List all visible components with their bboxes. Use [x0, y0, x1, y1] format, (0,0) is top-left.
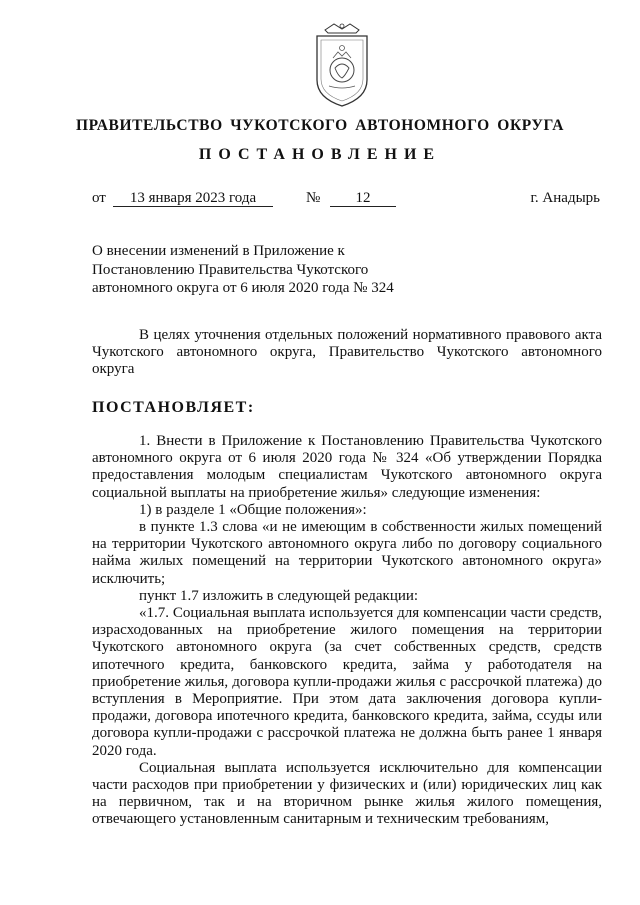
document-type-heading: ПОСТАНОВЛЕНИЕ — [198, 146, 442, 163]
organization-title: ПРАВИТЕЛЬСТВО ЧУКОТСКОГО АВТОНОМНОГО ОКРУГА — [75, 117, 565, 134]
body-paragraph: Социальная выплата используется исключительно для компенсации части расходов при приобретении у физических и (или) юридических лиц как на первичном, так и на вторичном рынке жилья жилого помещения, отвечающего установленным санитарным и техническим требованиям, — [92, 759, 602, 828]
date-prefix-label: от — [92, 190, 106, 206]
body-paragraph: 1. Внести в Приложение к Постановлению Правительства Чукотского автономного округа от 6 июля 2020 года № 324 «Об утверждении Порядка предоставления молодым специалистам Чукотского автономного округа социальной выплаты на приобретение жилья» следующие изменения: — [92, 433, 602, 501]
place-of-issue: г. Анадырь — [530, 190, 600, 206]
document-number: 12 — [330, 190, 396, 207]
resolves-heading: ПОСТАНОВЛЯЕТ: — [92, 399, 255, 416]
subject-line: автономного округа от 6 июля 2020 года № 324 — [92, 280, 394, 297]
document-subject — [92, 242, 400, 298]
body-paragraph: «1.7. Социальная выплата используется для компенсации части средств, израсходованных на приобретение жилого помещения на территории Чукотского автономного округа (за счет собственных средств, средств ипотечного кредита, банковского кредита, займа у работодателя на приобретение жилья, договора купли-продажи жилья с рассрочкой платежа) до вступления в Мероприятие. При этом дата заключения договора купли-продажи, договора ипотечного кредита, банковского кредита, займа, ссуды или договора купли-продажи с рассрочкой платежа не должна быть ранее 1 января 2020 года. — [92, 605, 602, 759]
body-paragraph: 1) в разделе 1 «Общие положения»: — [139, 501, 367, 518]
subject-line: О внесении изменений в Приложение к — [92, 243, 345, 259]
body-paragraph: в пункте 1.3 слова «и не имеющим в собственности жилых помещений на территории Чукотского автономного округа либо по договору социального найма жилых помещений на территории Чукотского автономного округа» исключить; — [92, 519, 602, 587]
document-body — [92, 433, 602, 829]
body-paragraph: пункт 1.7 изложить в следующей редакции: — [139, 587, 419, 604]
number-sign-label: № — [306, 190, 321, 206]
document-date-field — [113, 190, 273, 207]
subject-line: Постановлению Правительства Чукотского — [92, 261, 369, 278]
document-number-field — [330, 190, 396, 207]
preamble-paragraph: В целях уточнения отдельных положений нормативного правового акта Чукотского автономного округа, Правительство Чукотского автономного округа — [92, 327, 602, 378]
coat-of-arms-emblem — [311, 18, 373, 108]
document-date: 13 января 2023 года — [113, 190, 273, 207]
